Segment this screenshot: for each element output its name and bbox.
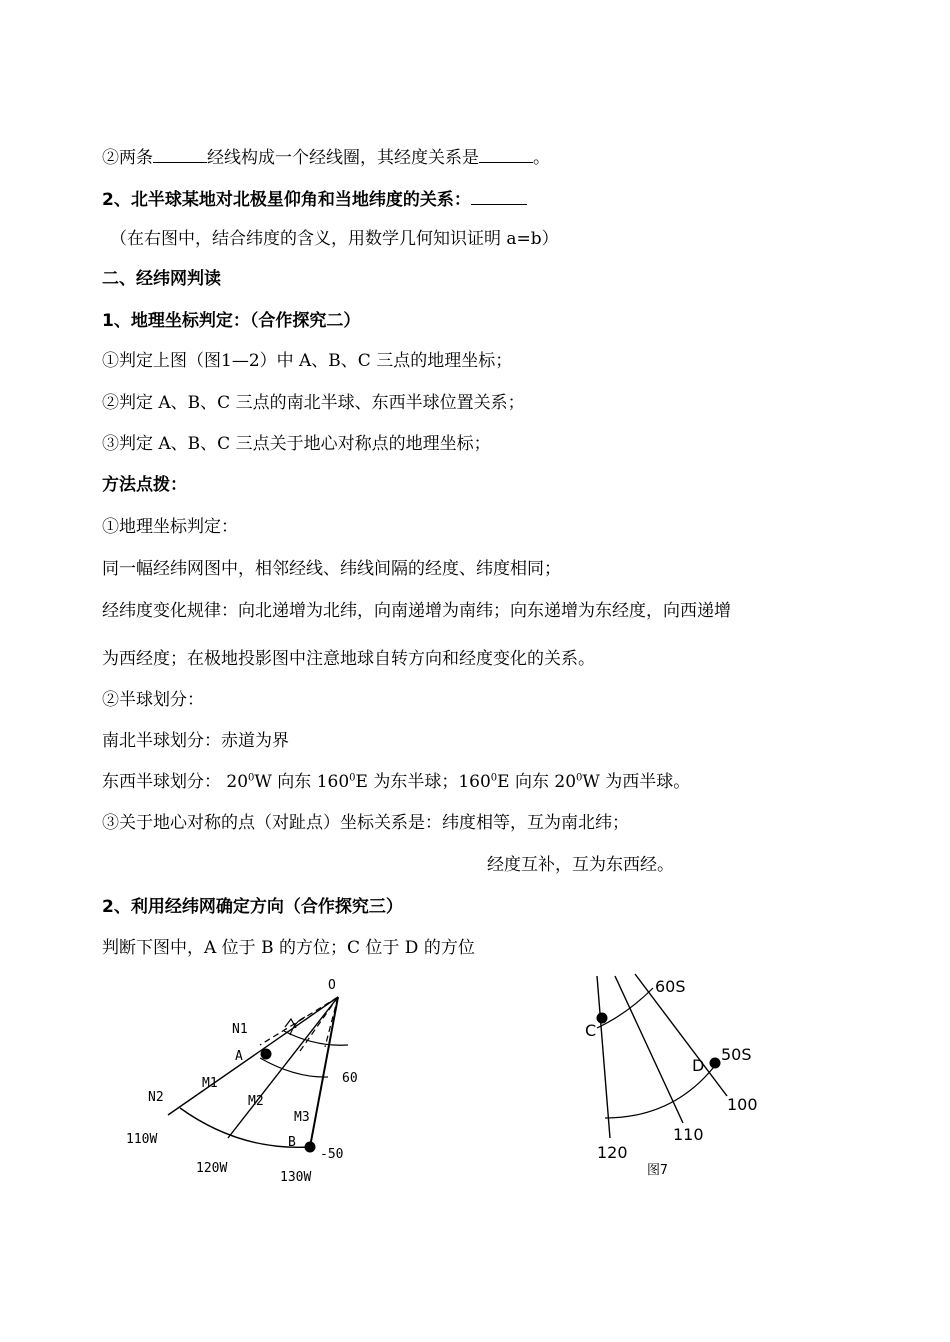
parallel-arc-inner bbox=[284, 1031, 348, 1045]
degree-sup: 0 bbox=[349, 772, 356, 784]
text-segment: ②两条 bbox=[102, 148, 153, 168]
point-a bbox=[261, 1049, 272, 1060]
question-text: 2、北半球某地对北极星仰角和当地纬度的关系： bbox=[102, 190, 471, 210]
antipode-text: ③关于地心对称的点（对趾点）坐标关系是：纬度相等，互为南北纬； bbox=[102, 813, 629, 833]
parallel-60 bbox=[260, 1058, 328, 1077]
meridian-120 bbox=[597, 976, 610, 1138]
text-segment: 经线构成一个经线圈，其经度关系是 bbox=[207, 148, 479, 168]
method-item: ②半球划分： bbox=[102, 690, 204, 710]
text-segment: E 为东半球；160 bbox=[355, 772, 491, 792]
method-text: 同一幅经纬网图中，相邻经线、纬线间隔的经度、纬度相同； bbox=[102, 559, 561, 579]
label-lon-110w: 110W bbox=[126, 1132, 158, 1147]
degree-sup: 0 bbox=[576, 772, 583, 784]
answer-blank[interactable] bbox=[153, 146, 207, 163]
point-c bbox=[597, 1013, 608, 1024]
method-text: 为西经度；在极地投影图中注意地球自转方向和经度变化的关系。 bbox=[102, 649, 595, 669]
label-m1: M1 bbox=[202, 1076, 218, 1091]
text-segment: E 向东 20 bbox=[497, 772, 577, 792]
figure-caption: 图7 bbox=[647, 1163, 668, 1178]
label-lat-60s: 60S bbox=[655, 977, 686, 996]
label-a: A bbox=[235, 1049, 243, 1064]
task-item: ①判定上图（图1—2）中 A、B、C 三点的地理坐标； bbox=[102, 351, 513, 371]
answer-blank[interactable] bbox=[471, 188, 527, 205]
method-heading: 方法点拨： bbox=[102, 475, 187, 495]
label-n2: N2 bbox=[148, 1090, 164, 1105]
degree-sup: 0 bbox=[248, 772, 255, 784]
label-lat-60: 60 bbox=[342, 1071, 358, 1086]
section-heading: 二、经纬网判读 bbox=[102, 269, 221, 289]
task-item: ②判定 A、B、C 三点的南北半球、东西半球位置关系； bbox=[102, 393, 525, 413]
label-d: D bbox=[692, 1056, 705, 1075]
label-lon-110: 110 bbox=[673, 1125, 704, 1144]
figure-left-grid bbox=[110, 975, 380, 1190]
label-o: O bbox=[328, 978, 336, 993]
label-lon-100: 100 bbox=[727, 1095, 758, 1114]
label-lon-120w: 120W bbox=[196, 1161, 228, 1176]
rotation-arrow bbox=[290, 1017, 305, 1035]
point-d bbox=[710, 1058, 721, 1069]
label-lon-120: 120 bbox=[597, 1143, 628, 1162]
task-item: ③判定 A、B、C 三点关于地心对称点的地理坐标； bbox=[102, 434, 491, 454]
text-segment: W 向东 160 bbox=[254, 772, 350, 792]
label-m2: M2 bbox=[248, 1094, 264, 1109]
label-c: C bbox=[585, 1021, 597, 1040]
method-text: 经纬度变化规律：向北递增为北纬，向南递增为南纬；向东递增为东经度，向西递增 bbox=[102, 601, 731, 621]
hemisphere-text bbox=[102, 771, 690, 793]
subsection-heading: 1、地理坐标判定：（合作探究二） bbox=[102, 311, 361, 331]
text-segment: W 为西半球。 bbox=[582, 772, 691, 792]
subsection-heading: 2、利用经纬网确定方向（合作探究三） bbox=[102, 897, 403, 917]
degree-sup: 0 bbox=[490, 772, 498, 784]
hint-text: （在右图中，结合纬度的含义，用数学几何知识证明 a=b） bbox=[110, 229, 559, 249]
antipode-text: 经度互补，互为东西经。 bbox=[487, 855, 674, 875]
label-lat-50s: 50S bbox=[721, 1045, 752, 1064]
method-text: 南北半球划分：赤道为界 bbox=[102, 731, 289, 751]
meridian-130w bbox=[310, 997, 338, 1147]
method-item: ①地理坐标判定： bbox=[102, 517, 238, 537]
label-lon-130w: 130W bbox=[280, 1170, 312, 1185]
label-lat-50: -50 bbox=[320, 1147, 344, 1162]
blank-line-meridian-circle bbox=[102, 146, 550, 169]
label-b: B bbox=[288, 1135, 296, 1150]
label-n1: N1 bbox=[232, 1022, 248, 1037]
meridian-110 bbox=[615, 976, 683, 1123]
answer-blank[interactable] bbox=[479, 146, 533, 163]
meridian-120w bbox=[228, 997, 338, 1138]
label-m3: M3 bbox=[294, 1110, 310, 1125]
question-polaris bbox=[102, 188, 527, 211]
figure-right-grid bbox=[575, 968, 775, 1178]
text-segment: 。 bbox=[533, 148, 550, 168]
task-item: 判断下图中，A 位于 B 的方位；C 位于 D 的方位 bbox=[102, 938, 475, 958]
text-segment: 东西半球划分： 20 bbox=[102, 772, 249, 792]
point-b bbox=[305, 1142, 316, 1153]
